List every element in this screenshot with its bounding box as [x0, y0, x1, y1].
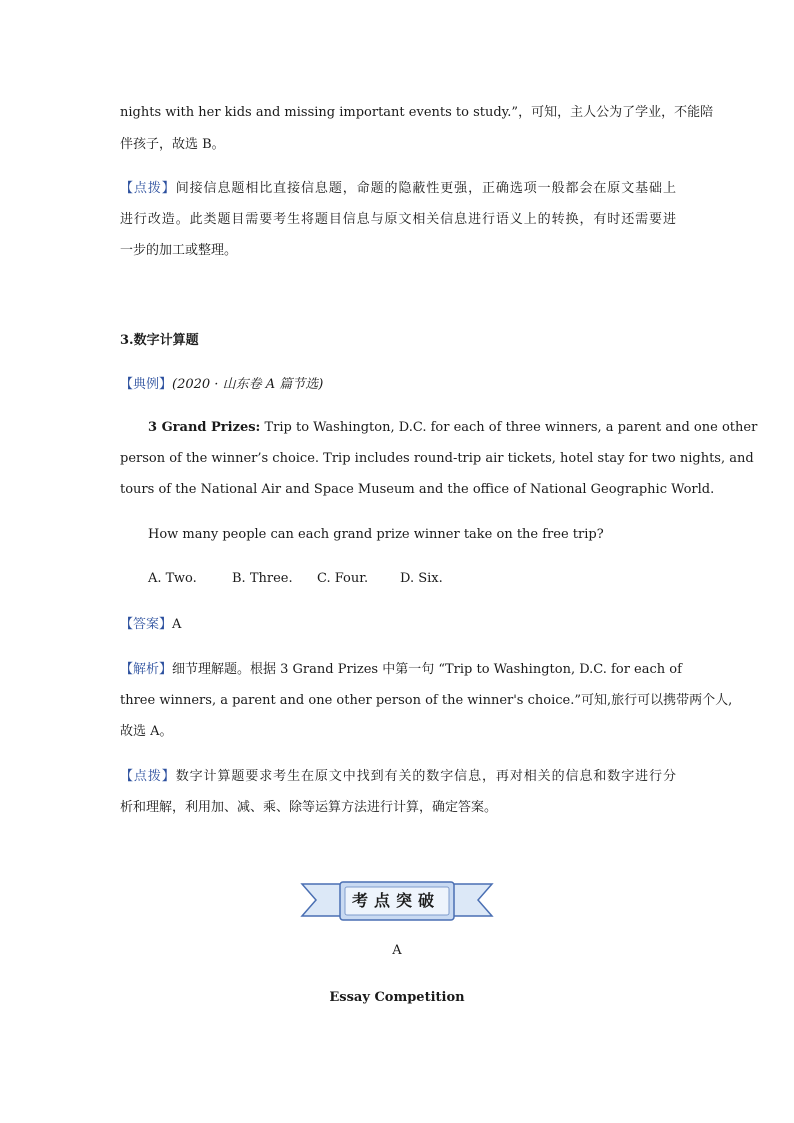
passage-text: Trip to Washington, D.C. for each of three winners, a parent and one other: [260, 420, 758, 435]
note-line: 析和理解，利用加、减、乘、除等运算方法进行计算，确定答案。: [120, 800, 498, 815]
note-line: [120, 180, 676, 198]
example-line: [120, 376, 676, 394]
option-d: D. Six.: [400, 571, 443, 586]
part-letter: A: [392, 943, 402, 958]
note-text: 数字计算题要求考生在原文中找到有关的数字信息，再对相关的信息和数字进行分: [175, 769, 676, 784]
passage-line: [148, 419, 758, 437]
analysis-tag: 【解析】: [120, 662, 173, 677]
section-banner: [300, 880, 494, 924]
paragraph-line: 伴孩子，故选 B。: [120, 137, 225, 152]
passage-lead: 3 Grand Prizes:: [148, 420, 261, 435]
section-heading: 3.数字计算题: [120, 333, 199, 348]
banner-label: 考点突破: [351, 891, 440, 910]
option-a: A. Two.: [148, 571, 197, 586]
option-c: C. Four.: [317, 571, 369, 586]
paragraph-line: nights with her kids and missing important events to study.”，可知，主人公为了学业，不能陪: [120, 105, 714, 120]
answer-line: [120, 616, 676, 634]
example-tag: 【典例】: [120, 377, 173, 392]
analysis-line: three winners, a parent and one other person of the winner's choice.”可知,旅行可以携带两个人,: [120, 693, 733, 708]
example-source: (2020 · 山东卷 A 篇节选): [172, 377, 324, 392]
note-tag: 【点拨】: [120, 181, 176, 196]
note-text: 间接信息题相比直接信息题，命题的隐蔽性更强，正确选项一般都会在原文基础上: [175, 181, 676, 196]
note-tag: 【点拨】: [120, 769, 176, 784]
options-row: [148, 570, 676, 588]
question-text: How many people can each grand prize winner take on the free trip?: [148, 527, 604, 542]
analysis-line: 故选 A。: [120, 724, 173, 739]
answer-value: A: [172, 617, 182, 632]
part-title: Essay Competition: [329, 990, 465, 1005]
note-line: 进行改造。此类题目需要考生将题目信息与原文相关信息进行语义上的转换，有时还需要进: [120, 212, 676, 227]
analysis-line: [120, 661, 682, 679]
passage-line: tours of the National Air and Space Museum and the office of National Geographic World.: [120, 482, 715, 497]
option-b: B. Three.: [232, 571, 293, 586]
note-line: [120, 768, 676, 786]
passage-line: person of the winner’s choice. Trip includes round-trip air tickets, hotel stay for two nights, and: [120, 451, 754, 466]
answer-tag: 【答案】: [120, 617, 173, 632]
note-line: 一步的加工或整理。: [120, 243, 238, 258]
analysis-text: 细节理解题。根据 3 Grand Prizes 中第一句 “Trip to Washington, D.C. for each of: [172, 662, 682, 677]
